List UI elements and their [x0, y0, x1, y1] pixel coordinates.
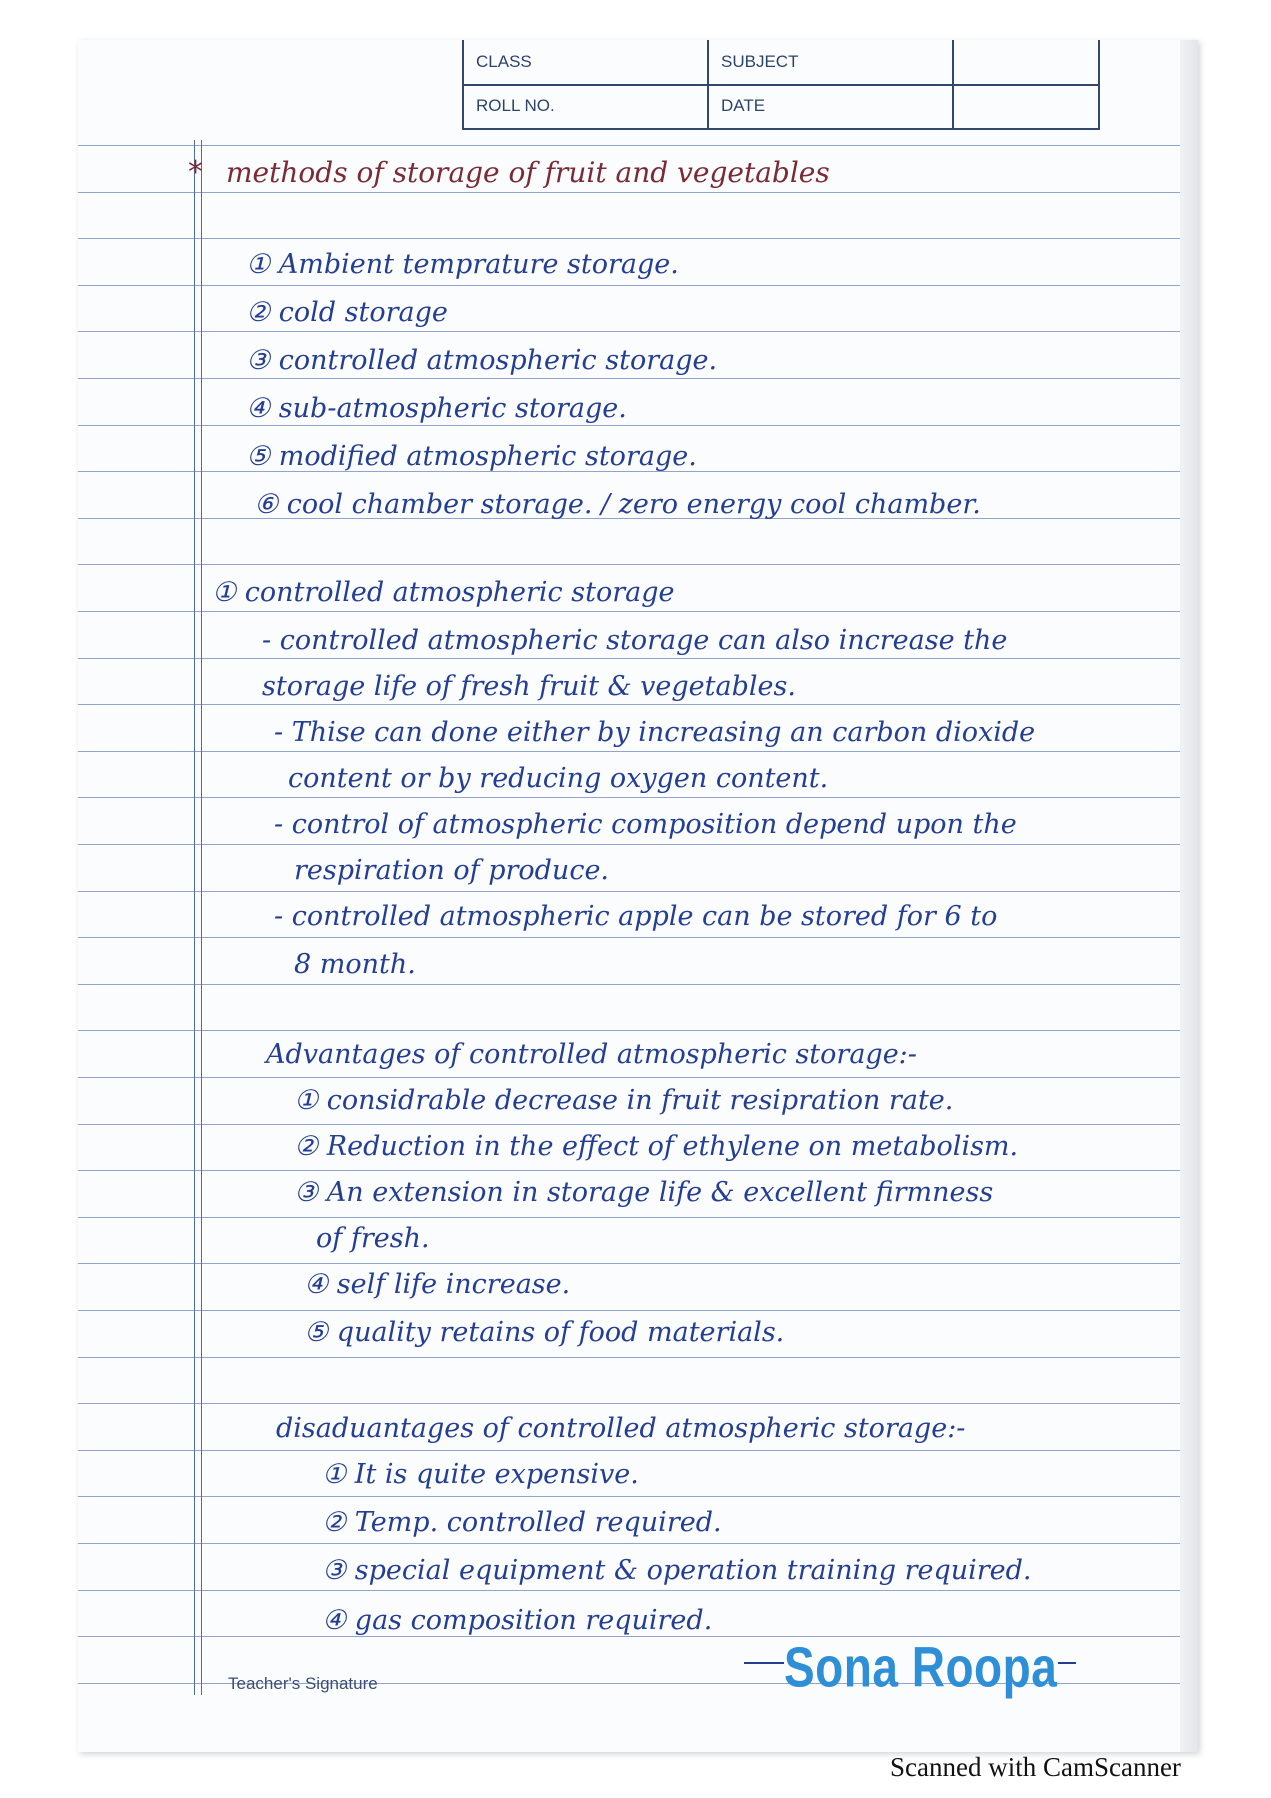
roll-no-label: ROLL NO. [464, 84, 709, 128]
ruled-line [78, 1310, 1180, 1311]
disadvantage-item: ④ gas composition required. [322, 1605, 713, 1636]
advantage-item: ③ An extension in storage life & excellent firmness [294, 1177, 994, 1208]
disadvantage-item: ③ special equipment & operation training required. [322, 1555, 1032, 1586]
ruled-line [78, 937, 1180, 938]
header-box [462, 40, 1100, 130]
ruled-line [78, 1030, 1180, 1031]
page-edge [1180, 40, 1198, 1752]
ruled-line [78, 984, 1180, 985]
section-line: - Thise can done either by increasing an carbon dioxide [274, 717, 1036, 748]
disadvantage-item: ① It is quite expensive. [322, 1459, 639, 1490]
margin-line-right [201, 140, 202, 1695]
advantage-item: of fresh. [316, 1223, 430, 1254]
ruled-line [78, 1496, 1180, 1497]
teacher-signature-label: Teacher's Signature [228, 1674, 378, 1693]
ruled-line [78, 564, 1180, 565]
ruled-line [78, 1357, 1180, 1358]
ruled-line [78, 844, 1180, 845]
section-line: respiration of produce. [294, 855, 610, 886]
scanner-footer: Scanned with CamScanner [890, 1752, 1181, 1782]
ruled-line [78, 1124, 1180, 1125]
method-item: ① Ambient temprature storage. [246, 249, 679, 280]
ruled-line [78, 1263, 1180, 1264]
advantage-item: ② Reduction in the effect of ethylene on metabolism. [294, 1131, 1019, 1162]
disadvantages-heading: disaduantages of controlled atmospheric storage:- [276, 1413, 966, 1444]
method-item: ④ sub-atmospheric storage. [246, 393, 627, 424]
method-item: ⑤ modified atmospheric storage. [246, 441, 697, 472]
ruled-line [78, 891, 1180, 892]
advantage-item: ④ self life increase. [304, 1269, 571, 1300]
section-line: 8 month. [294, 949, 416, 980]
ruled-line [78, 1170, 1180, 1171]
section-line: - controlled atmospheric apple can be stored for 6 to [274, 901, 998, 932]
ruled-line [78, 1403, 1180, 1404]
section-line: storage life of fresh fruit & vegetables. [262, 671, 796, 702]
ruled-line [78, 238, 1180, 239]
advantages-heading: Advantages of controlled atmospheric storage:- [266, 1039, 917, 1070]
ruled-line [78, 704, 1180, 705]
section-line: - controlled atmospheric storage can also increase the [262, 625, 1008, 656]
subject-label: SUBJECT [709, 40, 954, 84]
stamp-dash-right [1058, 1662, 1076, 1664]
ruled-line [78, 1077, 1180, 1078]
ruled-line [78, 751, 1180, 752]
ruled-line [78, 192, 1180, 193]
header-row-1 [464, 40, 1098, 86]
advantage-item: ⑤ quality retains of food materials. [304, 1317, 785, 1348]
stamp-dash-left [744, 1662, 784, 1664]
disadvantage-item: ② Temp. controlled required. [322, 1507, 722, 1538]
ruled-line [78, 285, 1180, 286]
ruled-line [78, 331, 1180, 332]
ruled-line [78, 378, 1180, 379]
bullet-star: * [188, 155, 203, 190]
class-label: CLASS [464, 40, 709, 84]
section-heading: ① controlled atmospheric storage [212, 577, 675, 608]
header-blank-cell-1 [954, 40, 1098, 84]
ruled-line [78, 611, 1180, 612]
notebook-page [78, 40, 1198, 1752]
ruled-line [78, 1450, 1180, 1451]
method-item: ③ controlled atmospheric storage. [246, 345, 718, 376]
signature-stamp: Sona Roopa [784, 1635, 1058, 1699]
header-row-2 [464, 84, 1098, 128]
page-title: methods of storage of fruit and vegetables [226, 156, 830, 189]
method-item: ⑥ cool chamber storage. / zero energy cool chamber. [254, 489, 981, 520]
date-label: DATE [709, 84, 954, 128]
margin-line-left [194, 140, 195, 1695]
ruled-line [78, 1543, 1180, 1544]
method-item: ② cold storage [246, 297, 448, 328]
header-blank-cell-2 [954, 84, 1098, 128]
section-line: - control of atmospheric composition depend upon the [274, 809, 1017, 840]
ruled-line [78, 1590, 1180, 1591]
ruled-line [78, 797, 1180, 798]
ruled-line [78, 425, 1180, 426]
ruled-line [78, 1217, 1180, 1218]
section-line: content or by reducing oxygen content. [288, 763, 829, 794]
ruled-line [78, 145, 1180, 146]
advantage-item: ① considrable decrease in fruit resipration rate. [294, 1085, 954, 1116]
